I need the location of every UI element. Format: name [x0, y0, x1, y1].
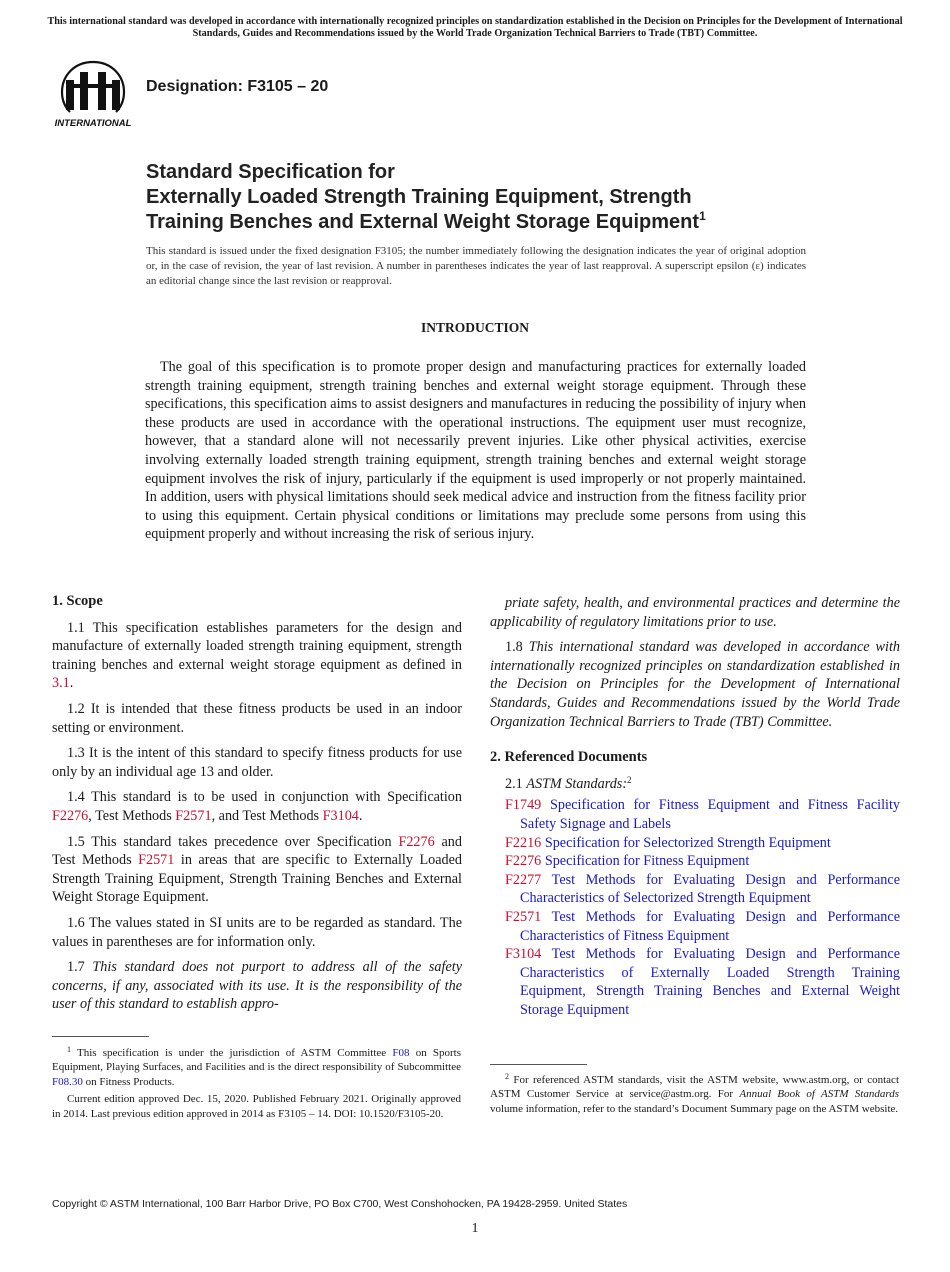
issued-statement: This standard is issued under the fixed designation F3105; the number immediately following the designation indicates the year of original adoption or, in the case of revision, the year of last revision. A number in parentheses indicates the year of last reapproval. A superscript epsilon (ε) indicates an editorial change since the last revision or reapproval. [146, 245, 806, 287]
left-column [52, 592, 462, 1021]
section-1-heading: 1. Scope [52, 593, 103, 609]
reference-title-link[interactable]: Specification for Fitness Equipment [541, 853, 750, 870]
footnote-rule-left [52, 1036, 149, 1037]
reference-code-link[interactable]: F1749 [505, 797, 542, 814]
footnote-1: $^1$ This specification is under the jurisdiction of ASTM Committee F08 on Sports Equipment, Playing Surfaces, and Facilities and is the direct responsibility of Subcommittee F08.30 on Fitness Products. [52, 1045, 461, 1088]
footnote-rule-right [490, 1064, 587, 1065]
link-f3104[interactable]: F3104 [322, 807, 359, 824]
reference-title-link[interactable]: Specification for Selectorized Strength Equipment [541, 834, 831, 851]
reference-item [490, 908, 900, 945]
reference-title-link[interactable]: Test Methods for Evaluating Design and Performance Characteristics of Selectorized Strength Equipment [520, 871, 900, 907]
para-1-8: 1.8 This international standard was developed in accordance with internationally recognized principles on standardization established in the Decision on Principles for the Development of International Standards, Guides and Recommendations issued by the World Trade Organization Technical Barriers to Trade (TBT) Committee. [490, 639, 900, 730]
link-f2276[interactable]: F2276 [398, 833, 435, 850]
para-1-2: 1.2 It is intended that these fitness products be used in an indoor setting or environment. [52, 700, 462, 736]
reference-item [490, 852, 900, 871]
astm-logo-icon [52, 58, 134, 130]
reference-title-link[interactable]: Specification for Fitness Equipment and Fitness Facility Safety Signage and Labels [520, 797, 900, 832]
link-f08[interactable]: F08 [392, 1047, 410, 1059]
para-1-5: 1.5 This standard takes precedence over Specification F2276 and Test Methods F2571 in areas that are specific to Externally Loaded Strength Training Equipment, Strength Training Benches and External Weight Storage Equipment. [52, 833, 462, 906]
reference-code-link[interactable]: F3104 [505, 946, 542, 963]
reference-code-link[interactable]: F2277 [505, 871, 542, 888]
introduction-heading: INTRODUCTION [420, 320, 529, 335]
svg-text:INTERNATIONAL: INTERNATIONAL [54, 118, 132, 129]
right-footnotes [490, 1073, 899, 1119]
link-f2571[interactable]: F2571 [175, 807, 212, 824]
para-1-7-cont [490, 594, 900, 631]
section-2-heading: 2. Referenced Documents [490, 749, 648, 766]
footnote-2: $^2$ For referenced ASTM standards, visit the ASTM website, www.astm.org, or contact ASTM Customer Service at service@astm.org. For Annual Book of ASTM Standards volume information, refer to the standard’s Document Summary page on the ASTM website. [490, 1072, 899, 1115]
link-3-1[interactable]: 3.1 [52, 675, 70, 692]
title-footnote-mark: 1 [699, 209, 706, 223]
tbt-notice: This international standard was developed in accordance with internationally recognized principles on standardization established in the Decision on Principles for the Development of International Standards, Guides and Recommendations issued by the World Trade Organization Technical Barriers to Trade (TBT) Committee. [47, 16, 903, 39]
copyright: Copyright © ASTM International, 100 Barr Harbor Drive, PO Box C700, West Conshohocken, PA 19428-2959. United States [52, 1198, 628, 1210]
reference-code-link[interactable]: F2571 [505, 908, 542, 925]
page-number: 1 [471, 1221, 479, 1236]
introduction-text: The goal of this specification is to promote proper design and manufacturing practices for externally loaded strength training equipment, strength training benches and external weight storage equipment. Through these specifications, this specification aims to assist designers and manufactures in reducing the possibility of injury when these products are used in accordance with the operational instructions. The equipment user must recognize, however, that a standard alone will not necessarily prevent injuries. Like other physical activities, exercise involving externally loaded strength training equipment, strength training benches and external weight storage equipment involves the risk of injury, particularly if the equipment is used improperly or not properly maintained. In addition, users with physical limitations should seek medical advice and instruction from the fitness facility prior to using this equipment. Certain physical conditions or limitations may preclude some persons from using this equipment properly and without increasing the risk of serious injury. [145, 359, 806, 543]
para-2-1: 2.1 ASTM Standards:$^2$ [505, 774, 632, 792]
para-1-7: 1.7 This standard does not purport to address all of the safety concerns, if any, associated with its use. It is the responsibility of the user of this standard to establish appro- [52, 959, 462, 1013]
left-footnotes [52, 1046, 461, 1124]
reference-code-link[interactable]: F2276 [505, 853, 542, 870]
link-f08-30[interactable]: F08.30 [52, 1075, 83, 1088]
right-column-flow [490, 594, 900, 1019]
para-1-1: 1.1 This specification establishes parameters for the design and manufacture of externally loaded strength training equipment, strength training benches and external weight storage equipment as defined in 3.1. [52, 619, 462, 692]
para-1-4: 1.4 This standard is to be used in conjunction with Specification F2276, Test Methods F2571, and Test Methods F3104. [52, 789, 462, 824]
reference-list [490, 796, 900, 1019]
designation: Designation: F3105 – 20 [146, 78, 329, 95]
link-f2571[interactable]: F2571 [138, 852, 175, 869]
reference-item [490, 945, 900, 1019]
reference-title-link[interactable]: Test Methods for Evaluating Design and Performance Characteristics of Externally Loaded Strength Training Equipment, Strength Training Benches and External Weight Storage Equipment [520, 946, 900, 1018]
edition-note: Current edition approved Dec. 15, 2020. Published February 2021. Originally approved in 2014. Last previous edition approved in 2014 as F3105 – 14. DOI: 10.1520/F3105-20. [52, 1093, 461, 1120]
reference-item [490, 834, 900, 853]
para-1-3: 1.3 It is the intent of this standard to specify fitness products for use only by an individual age 13 and older. [52, 745, 462, 780]
link-f2276[interactable]: F2276 [52, 807, 89, 824]
reference-item [490, 796, 900, 833]
reference-title-link[interactable]: Test Methods for Evaluating Design and Performance Characteristics of Fitness Equipment [520, 908, 900, 944]
reference-code-link[interactable]: F2216 [505, 834, 542, 851]
reference-item [490, 871, 900, 908]
document-title: Standard Specification for Externally Loaded Strength Training Equipment, Strength Training Benches and External Weight Storage Equipment$^1$ [146, 161, 706, 233]
para-1-7-cont-text: priate safety, health, and environmental practices and determine the applicability of regulatory limitations prior to use. [490, 595, 900, 630]
para-1-6: 1.6 The values stated in SI units are to be regarded as standard. The values in parentheses are for information only. [52, 914, 462, 950]
